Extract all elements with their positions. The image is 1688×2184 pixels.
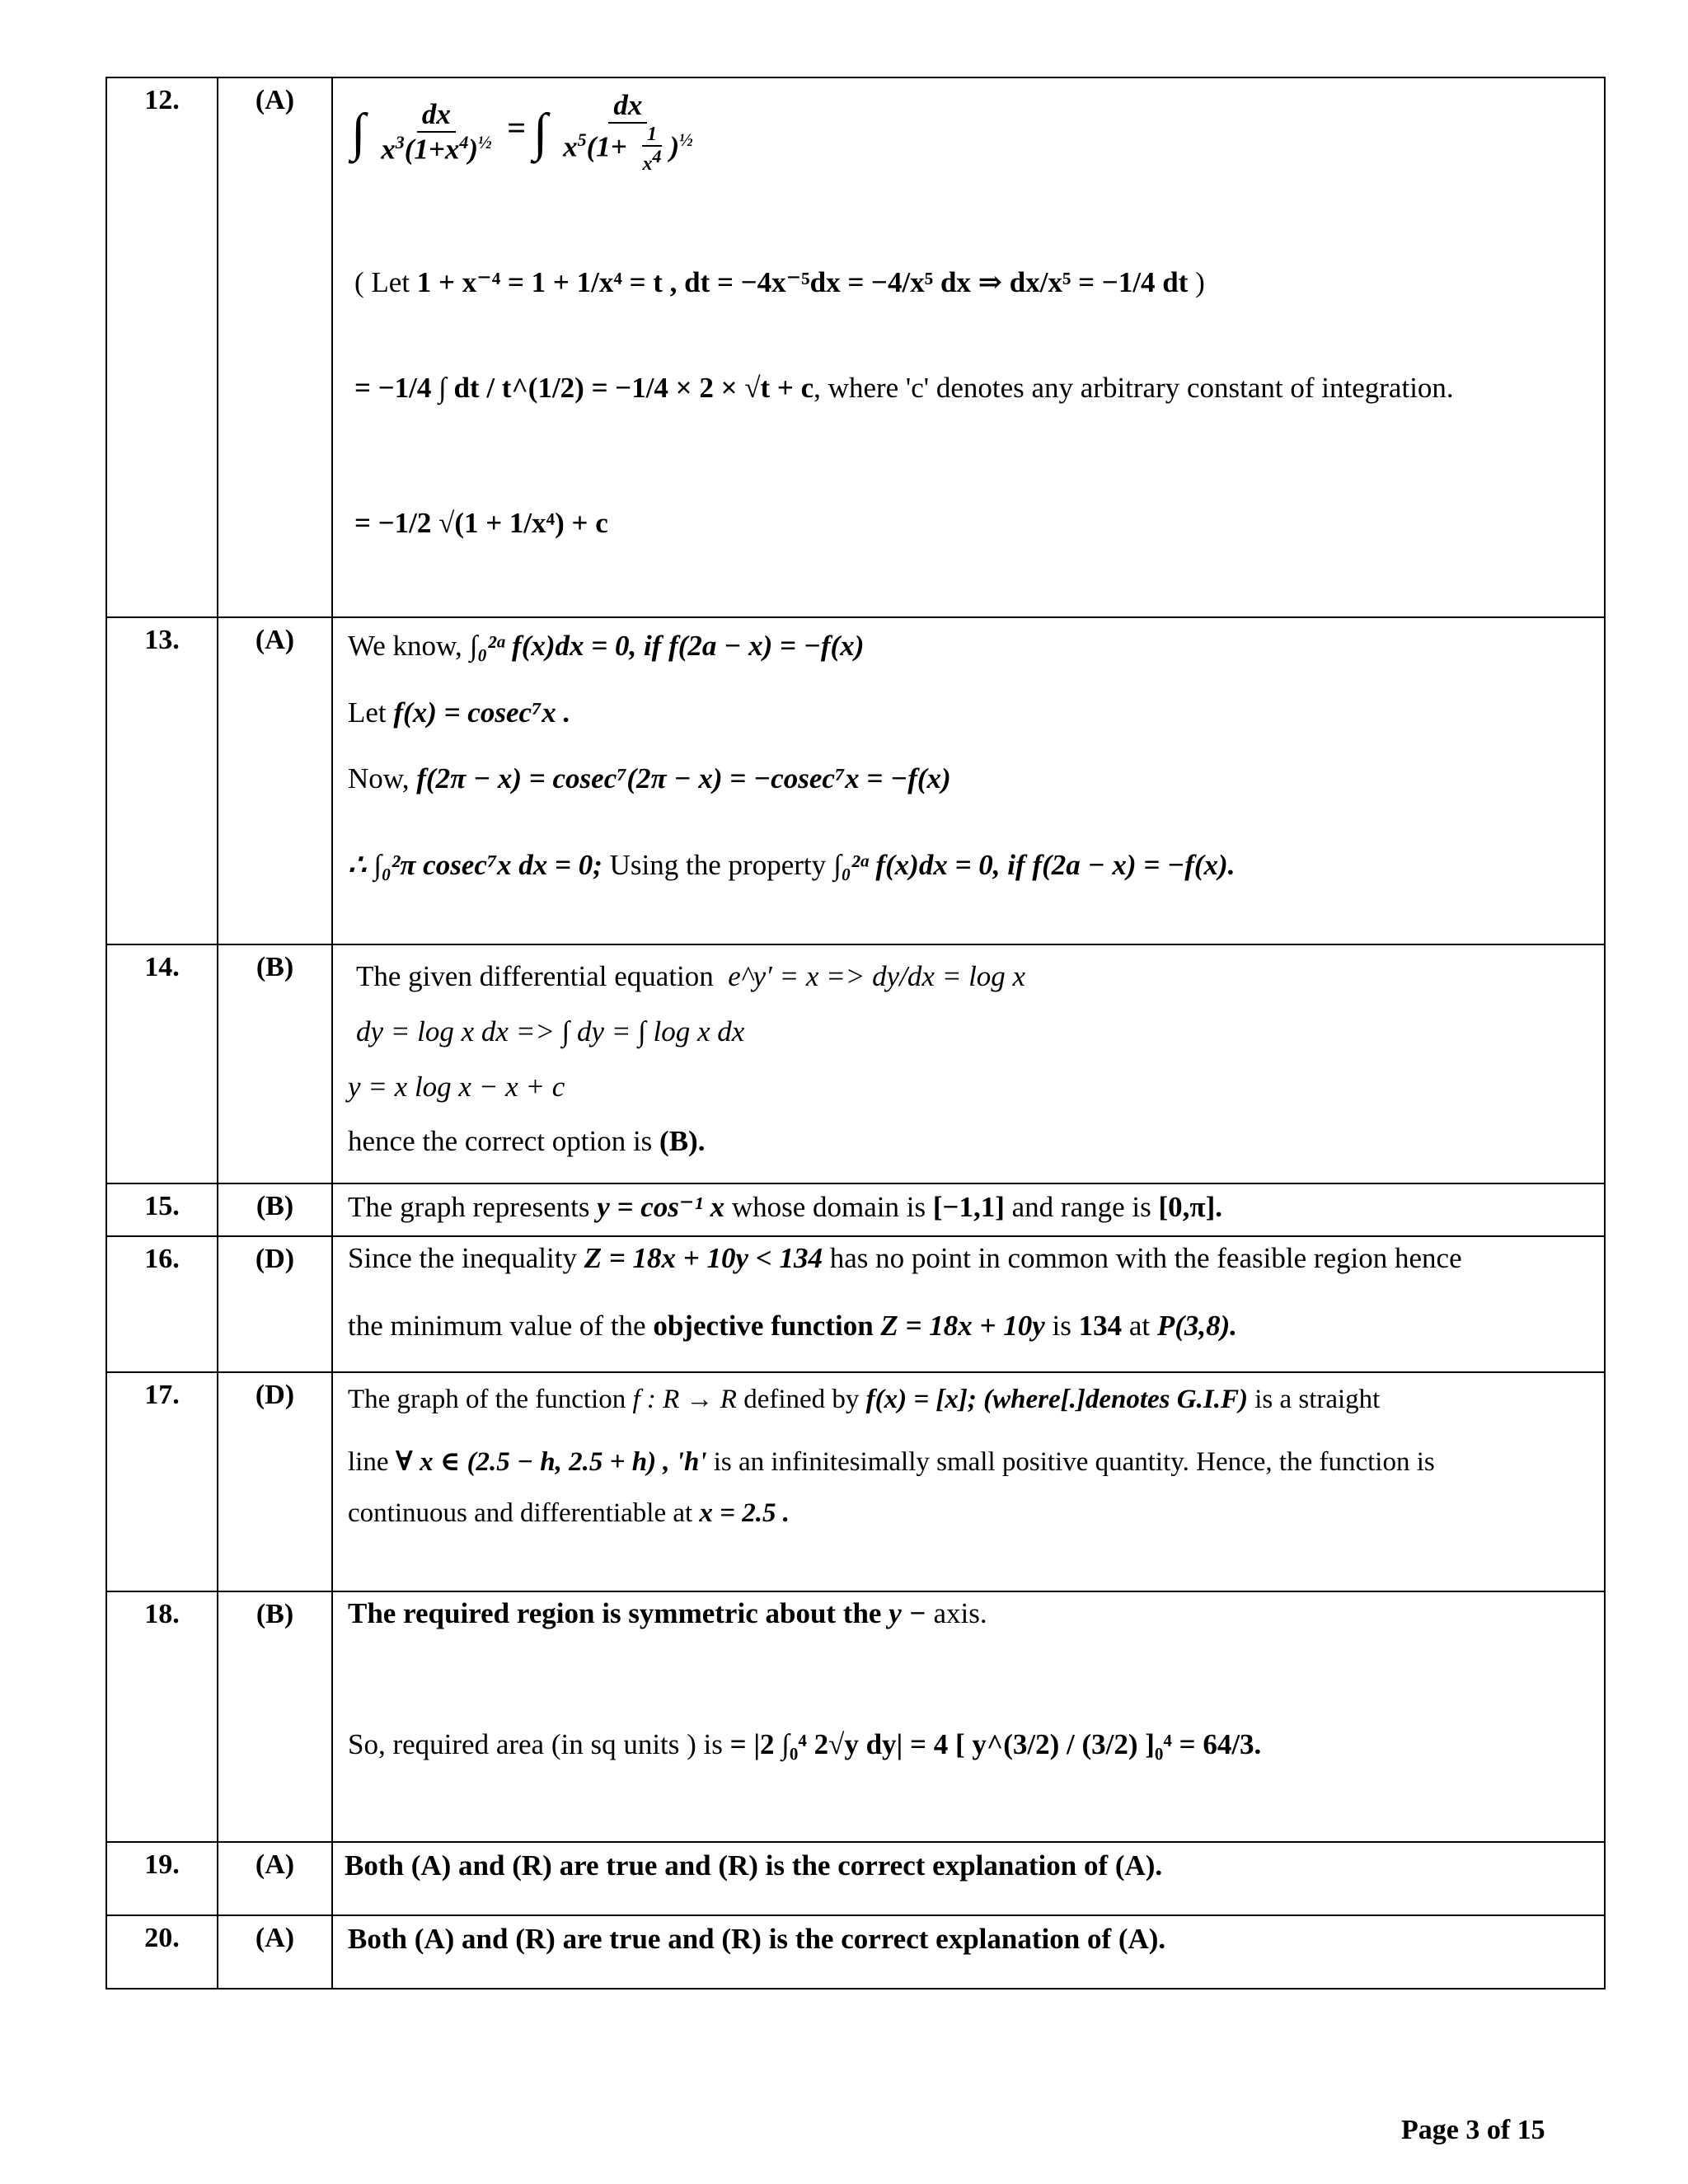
q14-line-1: The given differential equation e^y′ = x => dy/dx = log x: [356, 960, 1026, 992]
question-number: 15.: [106, 1183, 218, 1236]
solution-cell: [332, 1915, 1605, 1989]
solution-cell: [332, 1236, 1605, 1372]
q16-line-2: the minimum value of the objective function Z = 18x + 10y is 134 at P(3,8).: [348, 1310, 1238, 1342]
q20-line: Both (A) and (R) are true and (R) is the correct explanation of (A).: [348, 1923, 1166, 1955]
integral-step-2: = −1/4 ∫ dt / t^(1/2) = −1/4 × 2 × √t + c, where 'c' denotes any arbitrary constant of integration.: [354, 372, 1454, 404]
q19-line: Both (A) and (R) are true and (R) is the correct explanation of (A).: [345, 1849, 1163, 1882]
answer-option: (A): [218, 617, 332, 944]
integral-step-3: = −1/2 √(1 + 1/x⁴) + c: [354, 507, 608, 539]
table-row: [106, 1183, 1605, 1236]
substitution-line: ( Let 1 + x⁻⁴ = 1 + 1/x⁴ = t , dt = −4x⁻⁵dx = −4/x⁵ dx ⇒ dx/x⁵ = −1/4 dt ): [354, 266, 1205, 298]
solution-cell: [332, 1183, 1605, 1236]
question-number: 19.: [106, 1842, 218, 1915]
q14-line-2: dy = log x dx => ∫ dy = ∫ log x dx: [356, 1015, 745, 1047]
table-row: [106, 617, 1605, 944]
solution-cell: [332, 1842, 1605, 1915]
answer-option: (D): [218, 1372, 332, 1591]
q18-line-1: The required region is symmetric about the y − axis.: [348, 1597, 987, 1629]
answer-option: (A): [218, 1842, 332, 1915]
answer-option: (B): [218, 1591, 332, 1842]
solution-cell: [332, 1372, 1605, 1591]
question-number: 14.: [106, 944, 218, 1183]
answer-option: (A): [218, 1915, 332, 1989]
integral-step-1: ∫ $\frac{dx}{x^3(1+x^4)^{\frac{1}{2}}}$ = ∫ dx $x^5(1+$ $\frac{1}{x4}$ )$^{\frac{1}{2}}$: [351, 89, 693, 175]
table-row: [106, 1591, 1605, 1842]
question-number: 18.: [106, 1591, 218, 1842]
answer-option: (B): [218, 944, 332, 1183]
answer-option: (B): [218, 1183, 332, 1236]
table-row: [106, 1372, 1605, 1591]
table-row: [106, 77, 1605, 617]
solution-cell: [332, 77, 1605, 617]
solution-cell: [332, 944, 1605, 1183]
question-number: 13.: [106, 617, 218, 944]
q17-line-1: The graph of the function f : R → R defined by f(x) = [x]; (where[.]denotes G.I.F) is a straight: [348, 1385, 1381, 1414]
question-number: 12.: [106, 77, 218, 617]
q17-line-2: line ∀ x ∈ (2.5 − h, 2.5 + h) , 'h' is an infinitesimally small positive quantity. Hence, the function is: [348, 1447, 1435, 1477]
q14-line-4: hence the correct option is (B).: [348, 1125, 706, 1157]
answer-option: (D): [218, 1236, 332, 1372]
solution-cell: [332, 617, 1605, 944]
table-row: [106, 1915, 1605, 1989]
table-row: [106, 944, 1605, 1183]
page-number: Page 3 of 15: [1401, 2115, 1545, 2145]
substitution-math: 1 + x⁻⁴ = 1 + 1/x⁴ = t , dt = −4x⁻⁵dx = −4/x⁵ dx ⇒ dx/x⁵ = −1/4 dt: [416, 266, 1189, 298]
q15-line: The graph represents y = cos⁻¹ x whose domain is [−1,1] and range is [0,π].: [348, 1191, 1222, 1223]
q16-line-1: Since the inequality Z = 18x + 10y < 134 has no point in common with the feasible region hence: [348, 1242, 1462, 1274]
question-number: 16.: [106, 1236, 218, 1372]
answer-key-table: [106, 77, 1606, 1990]
q13-line-2: Let f(x) = cosec⁷x .: [348, 696, 571, 729]
table-row: [106, 1842, 1605, 1915]
q13-line-1: We know, ∫₀²ᵃ f(x)dx = 0, if f(2a − x) = −f(x): [348, 630, 865, 662]
question-number: 20.: [106, 1915, 218, 1989]
q14-line-3: y = x log x − x + c: [348, 1071, 565, 1103]
answer-option: (A): [218, 77, 332, 617]
q13-line-4: ∴ ∫₀²π cosec⁷x dx = 0; Using the property ∫₀²ᵃ f(x)dx = 0, if f(2a − x) = −f(x).: [348, 849, 1236, 881]
q18-line-2: So, required area (in sq units ) is = |2 ∫₀⁴ 2√y dy| = 4 [ y^(3/2) / (3/2) ]₀⁴ = 64/3.: [348, 1728, 1262, 1760]
q13-line-3: Now, f(2π − x) = cosec⁷(2π − x) = −cosec⁷x = −f(x): [348, 762, 951, 794]
question-number: 17.: [106, 1372, 218, 1591]
q17-line-3: continuous and differentiable at x = 2.5 .: [348, 1498, 790, 1528]
table-row: [106, 1236, 1605, 1372]
solution-cell: [332, 1591, 1605, 1842]
